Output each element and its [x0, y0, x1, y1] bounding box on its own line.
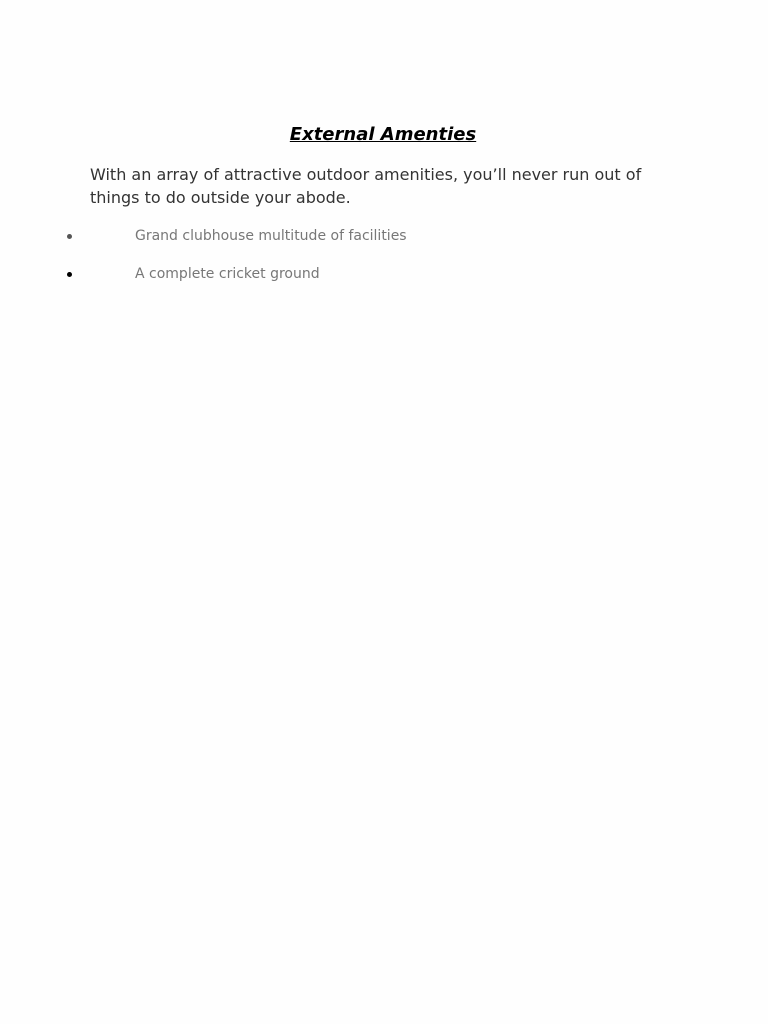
list-item-text: Grand clubhouse multitude of facilities: [135, 228, 407, 244]
list-item: [0, 226, 768, 264]
intro-paragraph: With an array of attractive outdoor amenities, you’ll never run out of things to do outside your abode.: [90, 165, 642, 207]
bullet-icon: [67, 272, 72, 277]
list-item: [0, 264, 768, 302]
list-item-text: A complete cricket ground: [135, 266, 320, 282]
page-title: External Amenties: [289, 124, 477, 145]
amenities-list: [0, 226, 768, 302]
bullet-icon: [67, 234, 72, 239]
